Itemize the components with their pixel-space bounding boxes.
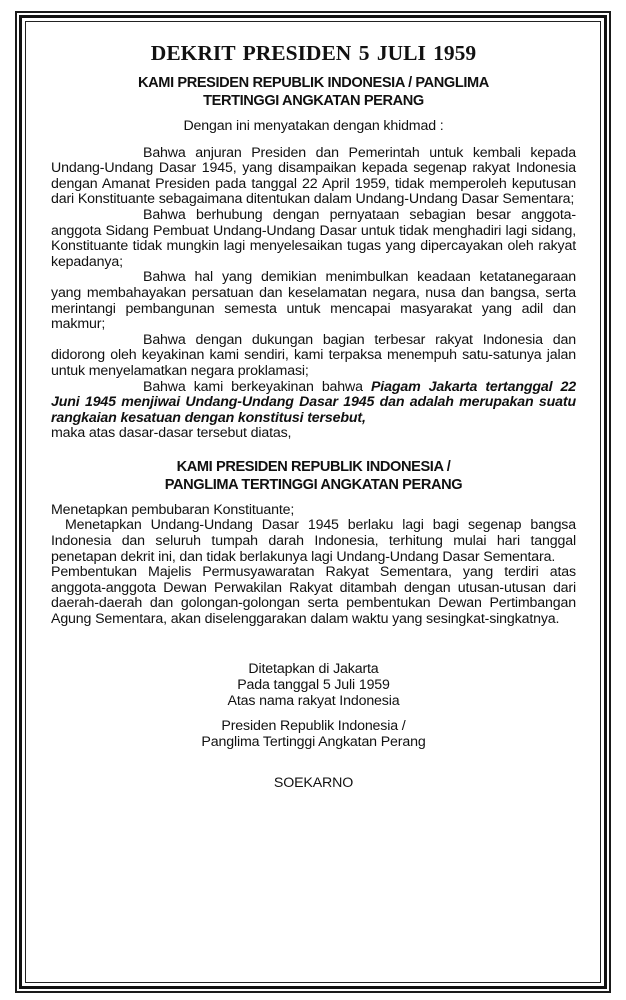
consideration-paragraph-2: Bahwa berhubung dengan pernyataan sebagian besar anggota-anggota Sidang Pembuat Undang-Undang Dasar untuk tidak menghadiri lagi sidang, Konstituante tidak mungkin lagi menyelesaikan tugas yang dipercayakan oleh rakyat kepadanya;	[51, 206, 576, 270]
decree-heading-line-1: KAMI PRESIDEN REPUBLIK INDONESIA /	[176, 458, 451, 475]
consideration-paragraph-1: Bahwa anjuran Presiden dan Pemerintah untuk kembali kepada Undang-Undang Dasar 1945, yang disampaikan kepada segenap rakyat Indonesia dengan Amanat Presiden pada tanggal 22 April 1959, tidak memperoleh keputusan dari Konstituante sebagaimana ditentukan dalam Undang-Undang Dasar Sementara;	[51, 144, 576, 208]
issuer-heading	[51, 74, 576, 110]
issuer-heading-line-2: TERTINGGI ANGKATAN PERANG	[203, 93, 424, 109]
signature-name-spacer	[51, 750, 576, 775]
consideration-paragraph-5	[51, 380, 576, 427]
decree-document	[51, 40, 576, 791]
signature-on-behalf: Atas nama rakyat Indonesia	[227, 692, 400, 709]
decree-heading	[51, 458, 576, 494]
signature-spacer	[51, 709, 576, 718]
signature-block	[51, 661, 576, 791]
consideration-paragraph-4: Bahwa dengan dukungan bagian terbesar rakyat Indonesia dan didorong oleh keyakinan kami sendiri, kami terpaksa menempuh satu-satunya jalan untuk menyelamatkan negara proklamasi;	[51, 331, 576, 379]
closing-line: maka atas dasar-dasar tersebut diatas,	[51, 425, 292, 442]
opening-statement: Dengan ini menyatakan dengan khidmad :	[183, 118, 444, 134]
consideration-paragraph-3: Bahwa hal yang demikian menimbulkan keadaan ketatanegaraan yang membahayakan persatuan dan keselamatan negara, nusa dan bangsa, serta merintangi pembangunan semesta untuk mencapai masyarakat yang adil dan makmur;	[51, 269, 576, 333]
decree-item-1: Menetapkan pembubaran Konstituante;	[51, 501, 295, 518]
consideration-5-prefix: Bahwa kami berkeyakinan bahwa	[143, 378, 371, 395]
decree-heading-line-2: PANGLIMA TERTINGGI ANGKATAN PERANG	[164, 476, 463, 493]
signature-date: Pada tanggal 5 Juli 1959	[237, 676, 390, 693]
signature-office-line-2: Panglima Tertinggi Angkatan Perang	[201, 733, 426, 750]
decree-item-2: Menetapkan Undang-Undang Dasar 1945 berlaku lagi bagi segenap bangsa Indonesia dan seluruh tumpah darah Indonesia, terhitung mulai hari tanggal penetapan dekrit ini, dan tidak berlakunya lagi Undang-Undang Dasar Sementara.	[51, 517, 576, 565]
signature-office-line-1: Presiden Republik Indonesia /	[221, 717, 406, 734]
issuer-heading-line-1: KAMI PRESIDEN REPUBLIK INDONESIA / PANGLIMA	[138, 75, 489, 91]
signatory-name: SOEKARNO	[273, 774, 354, 791]
signature-place: Ditetapkan di Jakarta	[248, 660, 379, 677]
piagam-jakarta-emphasis: Piagam Jakarta tertanggal 22 Juni 1945 menjiwai Undang-Undang Dasar 1945 dan adalah merupakan suatu rangkaian kesatuan dengan konstitusi tersebut,	[51, 378, 576, 426]
document-title: DEKRIT PRESIDEN 5 JULI 1959	[150, 41, 477, 65]
decree-item-3: Pembentukan Majelis Permusyawaratan Rakyat Sementara, yang terdiri atas anggota-anggota Dewan Perwakilan Rakyat ditambah dengan utusan-utusan dari daerah-daerah dan golongan-golongan serta pembentukan Dewan Pertimbangan Agung Sementara, akan diselenggarakan dalam waktu yang sesingkat-singkatnya.	[51, 564, 576, 628]
